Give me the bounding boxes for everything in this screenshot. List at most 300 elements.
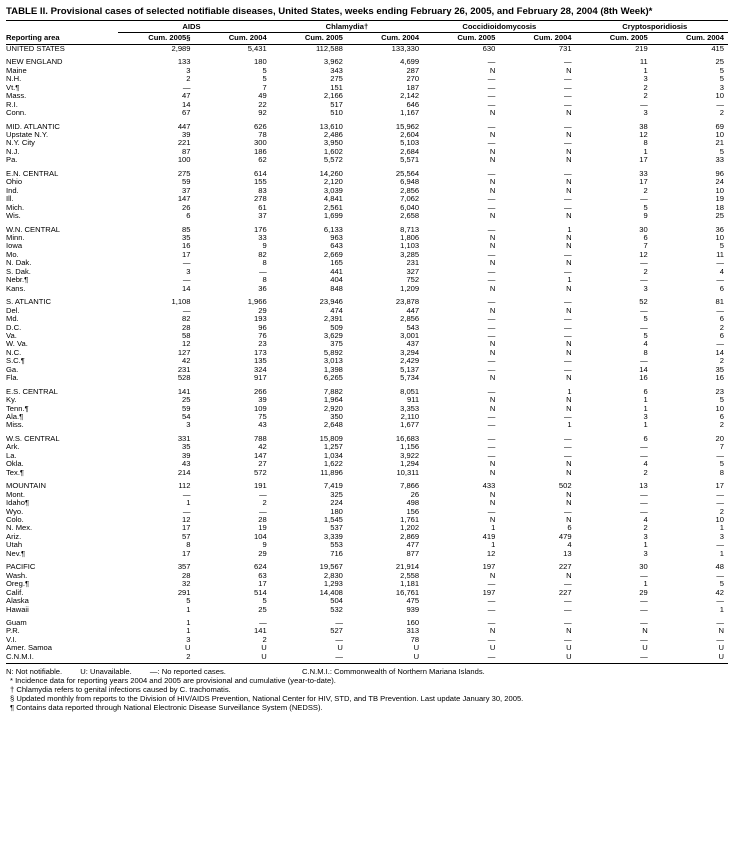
value-cell: 5 bbox=[262, 596, 267, 606]
value-cell: 5 bbox=[262, 74, 267, 84]
value-cell: N bbox=[489, 108, 496, 118]
value-cell: 6 bbox=[643, 232, 648, 242]
value-cell: 1 bbox=[567, 224, 572, 234]
value-cell: 14,408 bbox=[319, 587, 343, 597]
value-cell: N bbox=[566, 129, 572, 139]
table-row bbox=[6, 195, 728, 203]
value-cell: — bbox=[259, 506, 267, 516]
value-cell: — bbox=[182, 489, 191, 499]
value-cell: — bbox=[563, 579, 572, 589]
table-row bbox=[6, 131, 728, 139]
value-cell: 4 bbox=[567, 540, 572, 550]
value-cell: — bbox=[716, 618, 724, 627]
value-cell: 291 bbox=[177, 587, 191, 597]
value-cell: 197 bbox=[482, 562, 496, 572]
value-cell: N bbox=[489, 459, 496, 469]
value-cell: 141 bbox=[254, 626, 267, 636]
value-cell: 11 bbox=[716, 249, 724, 259]
value-cell: U bbox=[413, 643, 420, 653]
value-cell: 29 bbox=[258, 305, 267, 315]
reporting-area-cell: Vt.¶ bbox=[6, 82, 20, 92]
value-cell: — bbox=[487, 168, 496, 178]
value-cell: 6 bbox=[643, 386, 648, 396]
value-cell: 6 bbox=[719, 412, 724, 422]
value-cell: 275 bbox=[330, 74, 343, 84]
value-cell: 474 bbox=[330, 305, 343, 315]
reporting-area-cell: Mich. bbox=[6, 202, 25, 212]
value-cell: 33 bbox=[639, 168, 648, 178]
value-cell: 1,966 bbox=[247, 297, 267, 307]
value-cell: 180 bbox=[254, 57, 267, 67]
table-row bbox=[6, 383, 728, 396]
value-cell: 716 bbox=[330, 548, 343, 558]
column-header-row bbox=[6, 33, 728, 44]
table-row bbox=[6, 541, 728, 549]
table-row bbox=[6, 366, 728, 374]
value-cell: 375 bbox=[330, 339, 343, 349]
value-cell: 17 bbox=[182, 249, 191, 259]
value-cell: 514 bbox=[254, 587, 267, 597]
value-cell: 3,353 bbox=[400, 403, 420, 413]
value-cell: 419 bbox=[482, 531, 496, 541]
value-cell: 543 bbox=[406, 322, 420, 332]
value-cell: — bbox=[487, 74, 496, 84]
footnote-incidence: * Incidence data for reporting years 2004 and 2005 are provisional and cumulative (year-to-date). bbox=[10, 676, 336, 686]
value-cell: — bbox=[563, 433, 572, 443]
value-cell: 5,103 bbox=[400, 138, 420, 148]
value-cell: 441 bbox=[330, 266, 343, 276]
table-row bbox=[6, 357, 728, 365]
value-cell: 1,699 bbox=[323, 211, 343, 221]
value-cell: 1 bbox=[643, 403, 648, 413]
reporting-area-cell: C.N.M.I. bbox=[6, 653, 118, 664]
value-cell: 81 bbox=[715, 297, 724, 307]
table-row bbox=[6, 430, 728, 443]
column-header: Cum. 2005 bbox=[271, 33, 347, 44]
group-header-coccidioidomycosis: Coccidioidomycosis bbox=[423, 21, 575, 33]
table-row bbox=[6, 572, 728, 580]
value-cell: 16,761 bbox=[395, 587, 420, 597]
value-cell: N bbox=[489, 395, 496, 405]
value-cell: 6 bbox=[567, 523, 572, 533]
value-cell: 7,866 bbox=[400, 481, 420, 491]
value-cell: 18 bbox=[715, 202, 724, 212]
value-cell: — bbox=[640, 305, 648, 315]
value-cell: 16 bbox=[715, 373, 724, 383]
table-row bbox=[6, 118, 728, 131]
value-cell: — bbox=[487, 420, 496, 430]
value-cell: — bbox=[259, 266, 267, 276]
reporting-area-cell: Iowa bbox=[6, 241, 23, 251]
value-cell: 2 bbox=[643, 523, 648, 533]
value-cell: 2,648 bbox=[323, 420, 343, 430]
value-cell: 963 bbox=[330, 232, 343, 242]
value-cell: 313 bbox=[406, 626, 420, 636]
value-cell: 2 bbox=[643, 185, 648, 195]
value-cell: 52 bbox=[639, 297, 648, 307]
value-cell: 2 bbox=[719, 356, 724, 366]
value-cell: 75 bbox=[258, 412, 267, 422]
value-cell: 502 bbox=[558, 481, 572, 491]
table-row bbox=[6, 460, 728, 468]
value-cell: 2 bbox=[719, 322, 724, 332]
value-cell: 24 bbox=[715, 177, 724, 187]
column-header: Cum. 2004 bbox=[499, 33, 575, 44]
value-cell: — bbox=[487, 433, 496, 443]
value-cell: 2 bbox=[262, 634, 267, 644]
value-cell: 7 bbox=[643, 241, 648, 251]
value-cell: — bbox=[640, 450, 648, 460]
value-cell: — bbox=[563, 138, 572, 148]
value-cell: — bbox=[335, 618, 343, 627]
value-cell: N bbox=[642, 626, 648, 636]
value-cell: 14 bbox=[182, 99, 191, 109]
value-cell: U bbox=[652, 653, 728, 664]
value-cell: 112 bbox=[178, 481, 191, 491]
table-row bbox=[6, 636, 728, 644]
value-cell: — bbox=[640, 194, 648, 204]
value-cell: 25 bbox=[182, 395, 191, 405]
table-row bbox=[6, 452, 728, 460]
table-row bbox=[6, 491, 728, 499]
value-cell: — bbox=[423, 653, 499, 664]
value-cell: 78 bbox=[410, 634, 420, 644]
value-cell: 11,896 bbox=[320, 467, 343, 477]
reporting-area-cell: N. Mex. bbox=[6, 523, 33, 533]
value-cell: 26 bbox=[182, 202, 191, 212]
value-cell: — bbox=[487, 412, 496, 422]
value-cell: N bbox=[566, 177, 572, 187]
value-cell: 133 bbox=[177, 57, 191, 67]
value-cell: 6,265 bbox=[323, 373, 343, 383]
reporting-area-cell: Tex.¶ bbox=[6, 467, 25, 477]
value-cell: 6,133 bbox=[323, 224, 343, 234]
value-cell: 404 bbox=[330, 275, 343, 285]
value-cell: — bbox=[716, 570, 724, 580]
value-cell: 528 bbox=[177, 373, 191, 383]
value-cell: 59 bbox=[182, 177, 191, 187]
value-cell: 63 bbox=[258, 570, 267, 580]
table-row bbox=[6, 499, 728, 507]
value-cell: 147 bbox=[177, 194, 191, 204]
table-row bbox=[6, 627, 728, 635]
value-cell: 6 bbox=[719, 330, 724, 340]
value-cell: 5 bbox=[719, 459, 724, 469]
reporting-area-cell: Va. bbox=[6, 330, 17, 340]
value-cell: N bbox=[566, 498, 572, 508]
value-cell: 415 bbox=[711, 43, 724, 53]
table-row bbox=[6, 276, 728, 284]
value-cell: 1 bbox=[567, 275, 572, 285]
value-cell: 278 bbox=[254, 194, 267, 204]
value-cell: U bbox=[642, 643, 648, 653]
value-cell: — bbox=[487, 202, 496, 212]
legend-line bbox=[6, 667, 730, 676]
value-cell: 61 bbox=[258, 202, 267, 212]
table-row bbox=[6, 477, 728, 490]
value-cell: N bbox=[489, 283, 496, 293]
value-cell: N bbox=[489, 403, 496, 413]
value-cell: — bbox=[487, 442, 496, 452]
value-cell: 23,878 bbox=[395, 297, 420, 307]
value-cell: — bbox=[259, 489, 267, 499]
value-cell: 2,920 bbox=[323, 403, 343, 413]
value-cell: 3,922 bbox=[400, 450, 420, 460]
value-cell: N bbox=[566, 570, 572, 580]
value-cell: 553 bbox=[330, 540, 343, 550]
table-row bbox=[6, 285, 728, 293]
table-row bbox=[6, 148, 728, 156]
table-row bbox=[6, 156, 728, 164]
value-cell: 16 bbox=[639, 373, 648, 383]
value-cell: 731 bbox=[558, 43, 572, 53]
table-row bbox=[6, 221, 728, 234]
value-cell: 4 bbox=[643, 339, 648, 349]
value-cell: 287 bbox=[406, 65, 420, 75]
value-cell: 10,311 bbox=[396, 467, 420, 477]
value-cell: 214 bbox=[177, 467, 191, 477]
value-cell: N bbox=[566, 626, 572, 636]
value-cell: — bbox=[563, 297, 572, 307]
value-cell: — bbox=[563, 412, 572, 422]
value-cell: — bbox=[716, 305, 724, 315]
value-cell: 6 bbox=[719, 314, 724, 324]
table-row bbox=[6, 212, 728, 220]
value-cell: — bbox=[487, 249, 496, 259]
value-cell: N bbox=[489, 305, 496, 315]
value-cell: — bbox=[182, 82, 191, 92]
table-row bbox=[6, 550, 728, 558]
value-cell: — bbox=[563, 442, 572, 452]
value-cell: U bbox=[347, 653, 423, 664]
legend-not-notifiable: N: Not notifiable. bbox=[6, 667, 63, 677]
value-cell: 47 bbox=[182, 91, 191, 101]
value-cell: 5,734 bbox=[400, 373, 420, 383]
value-cell: 475 bbox=[406, 596, 420, 606]
value-cell: N bbox=[566, 305, 572, 315]
value-cell: — bbox=[563, 82, 572, 92]
value-cell: 17 bbox=[715, 481, 724, 491]
value-cell: 1 bbox=[567, 386, 572, 396]
value-cell: 7,882 bbox=[323, 386, 343, 396]
value-cell: 155 bbox=[254, 177, 267, 187]
value-cell: 527 bbox=[330, 626, 343, 636]
table-row bbox=[6, 109, 728, 117]
value-cell: 1 bbox=[491, 540, 496, 550]
table-row bbox=[6, 165, 728, 178]
value-cell: 3 bbox=[643, 74, 648, 84]
value-cell: N bbox=[489, 498, 496, 508]
value-cell: N bbox=[489, 339, 496, 349]
value-cell: 8 bbox=[262, 275, 267, 285]
value-cell: 67 bbox=[182, 108, 191, 118]
reporting-area-cell: Wash. bbox=[6, 570, 28, 580]
column-header: Cum. 2004 bbox=[347, 33, 423, 44]
value-cell: 6,040 bbox=[400, 202, 420, 212]
legend-no-cases: —: No reported cases. bbox=[149, 667, 226, 677]
value-cell: N bbox=[489, 347, 496, 357]
value-cell: 5 bbox=[262, 65, 267, 75]
value-cell: 82 bbox=[258, 249, 267, 259]
value-cell: 5,892 bbox=[323, 347, 343, 357]
value-cell: — bbox=[487, 579, 496, 589]
value-cell: 509 bbox=[330, 322, 343, 332]
value-cell: 3 bbox=[643, 412, 648, 422]
reporting-area-cell: MID. ATLANTIC bbox=[6, 121, 60, 131]
value-cell: 5 bbox=[719, 146, 724, 156]
value-cell: 26 bbox=[410, 489, 420, 499]
value-cell: 76 bbox=[258, 330, 267, 340]
value-cell: 6 bbox=[186, 211, 191, 221]
value-cell: 62 bbox=[258, 155, 267, 165]
value-cell: — bbox=[487, 364, 496, 374]
table-row bbox=[6, 405, 728, 413]
value-cell: 35 bbox=[182, 232, 191, 242]
value-cell: 5 bbox=[643, 314, 648, 324]
value-cell: 27 bbox=[258, 459, 267, 469]
value-cell: 37 bbox=[182, 185, 191, 195]
value-cell: 2 bbox=[719, 506, 724, 516]
value-cell: 614 bbox=[254, 168, 267, 178]
table-row bbox=[6, 606, 728, 614]
value-cell: 9 bbox=[643, 211, 648, 221]
reporting-area-cell: Amer. Samoa bbox=[6, 643, 53, 653]
value-cell: 3,962 bbox=[323, 57, 343, 67]
value-cell: 1,398 bbox=[323, 364, 343, 374]
value-cell: 5,431 bbox=[247, 43, 267, 53]
reporting-area-cell: Fla. bbox=[6, 373, 19, 383]
value-cell: 532 bbox=[330, 604, 343, 614]
reporting-area-cell: Alaska bbox=[6, 596, 29, 606]
value-cell: N bbox=[489, 155, 496, 165]
value-cell: 3 bbox=[719, 531, 724, 541]
reporting-area-cell: Ohio bbox=[6, 177, 23, 187]
value-cell: 16,683 bbox=[395, 433, 420, 443]
value-cell: — bbox=[563, 604, 572, 614]
table-row bbox=[6, 644, 728, 652]
reporting-area-cell: NEW ENGLAND bbox=[6, 57, 63, 67]
column-header: Cum. 2004 bbox=[195, 33, 271, 44]
value-cell: 8 bbox=[643, 347, 648, 357]
value-cell: — bbox=[640, 604, 648, 614]
value-cell: 1 bbox=[643, 65, 648, 75]
value-cell: 186 bbox=[254, 146, 267, 156]
value-cell: 1 bbox=[719, 523, 724, 533]
value-cell: — bbox=[182, 258, 191, 268]
value-cell: 22 bbox=[258, 99, 267, 109]
value-cell: N bbox=[489, 185, 496, 195]
value-cell: 1,293 bbox=[323, 579, 343, 589]
value-cell: N bbox=[566, 258, 572, 268]
value-cell: 100 bbox=[177, 155, 191, 165]
value-cell: — bbox=[640, 618, 648, 627]
value-cell: — bbox=[487, 356, 496, 366]
value-cell: 3 bbox=[186, 266, 191, 276]
value-cell: 12 bbox=[639, 249, 648, 259]
value-cell: 160 bbox=[406, 618, 420, 627]
reporting-area-cell: MOUNTAIN bbox=[6, 481, 46, 491]
value-cell: N bbox=[566, 241, 572, 251]
value-cell: 3,001 bbox=[400, 330, 420, 340]
value-cell: 1 bbox=[186, 498, 191, 508]
group-header-row bbox=[6, 21, 728, 33]
value-cell: 78 bbox=[258, 129, 267, 139]
value-cell: — bbox=[563, 330, 572, 340]
value-cell: 3 bbox=[719, 82, 724, 92]
value-cell: 9 bbox=[262, 540, 267, 550]
value-cell: 39 bbox=[182, 129, 191, 139]
value-cell: 58 bbox=[182, 330, 191, 340]
value-cell: 197 bbox=[482, 587, 496, 597]
value-cell: 39 bbox=[182, 450, 191, 460]
value-cell: — bbox=[640, 258, 648, 268]
value-cell: 4,699 bbox=[400, 57, 420, 67]
value-cell: 350 bbox=[330, 412, 343, 422]
reporting-area-cell: N. Dak. bbox=[6, 258, 32, 268]
value-cell: — bbox=[487, 82, 496, 92]
value-cell: 3 bbox=[186, 420, 191, 430]
value-cell: 96 bbox=[715, 168, 724, 178]
value-cell: 3 bbox=[186, 65, 191, 75]
value-cell: 498 bbox=[406, 498, 420, 508]
value-cell: 21 bbox=[715, 138, 724, 148]
value-cell: — bbox=[640, 275, 648, 285]
value-cell: — bbox=[563, 450, 572, 460]
table-row bbox=[6, 44, 728, 53]
value-cell: 227 bbox=[558, 587, 572, 597]
value-cell: 1,294 bbox=[400, 459, 420, 469]
value-cell: 848 bbox=[330, 283, 343, 293]
value-cell: 25 bbox=[715, 57, 724, 67]
value-cell: 2,391 bbox=[323, 314, 343, 324]
value-cell: 3 bbox=[643, 548, 648, 558]
table-row bbox=[6, 614, 728, 627]
value-cell: 325 bbox=[330, 489, 343, 499]
value-cell: 1,103 bbox=[400, 241, 420, 251]
value-cell: — bbox=[640, 489, 648, 499]
table-row bbox=[6, 101, 728, 109]
table-row bbox=[6, 508, 728, 516]
value-cell: — bbox=[640, 322, 648, 332]
reporting-area-cell: Calif. bbox=[6, 587, 24, 597]
reporting-area-cell: Nebr.¶ bbox=[6, 275, 29, 285]
table-row bbox=[6, 259, 728, 267]
value-cell: 8 bbox=[262, 258, 267, 268]
value-cell: — bbox=[487, 450, 496, 460]
value-cell: 42 bbox=[715, 587, 724, 597]
table-row bbox=[6, 293, 728, 306]
value-cell: U bbox=[185, 643, 191, 653]
value-cell: — bbox=[259, 618, 267, 627]
value-cell: 8 bbox=[719, 467, 724, 477]
value-cell: 15,809 bbox=[319, 433, 343, 443]
value-cell: 3 bbox=[643, 531, 648, 541]
value-cell: 43 bbox=[258, 420, 267, 430]
value-cell: 1,202 bbox=[400, 523, 420, 533]
value-cell: 82 bbox=[182, 314, 191, 324]
table-row bbox=[6, 204, 728, 212]
reporting-area-cell: Md. bbox=[6, 314, 19, 324]
value-cell: 437 bbox=[406, 339, 420, 349]
table-row bbox=[6, 589, 728, 597]
value-cell: 270 bbox=[406, 74, 420, 84]
value-cell: N bbox=[489, 467, 496, 477]
value-cell: — bbox=[487, 121, 496, 131]
value-cell: 23,946 bbox=[319, 297, 343, 307]
value-cell: 33 bbox=[715, 155, 724, 165]
value-cell: 36 bbox=[715, 224, 724, 234]
value-cell: 2,856 bbox=[400, 185, 420, 195]
